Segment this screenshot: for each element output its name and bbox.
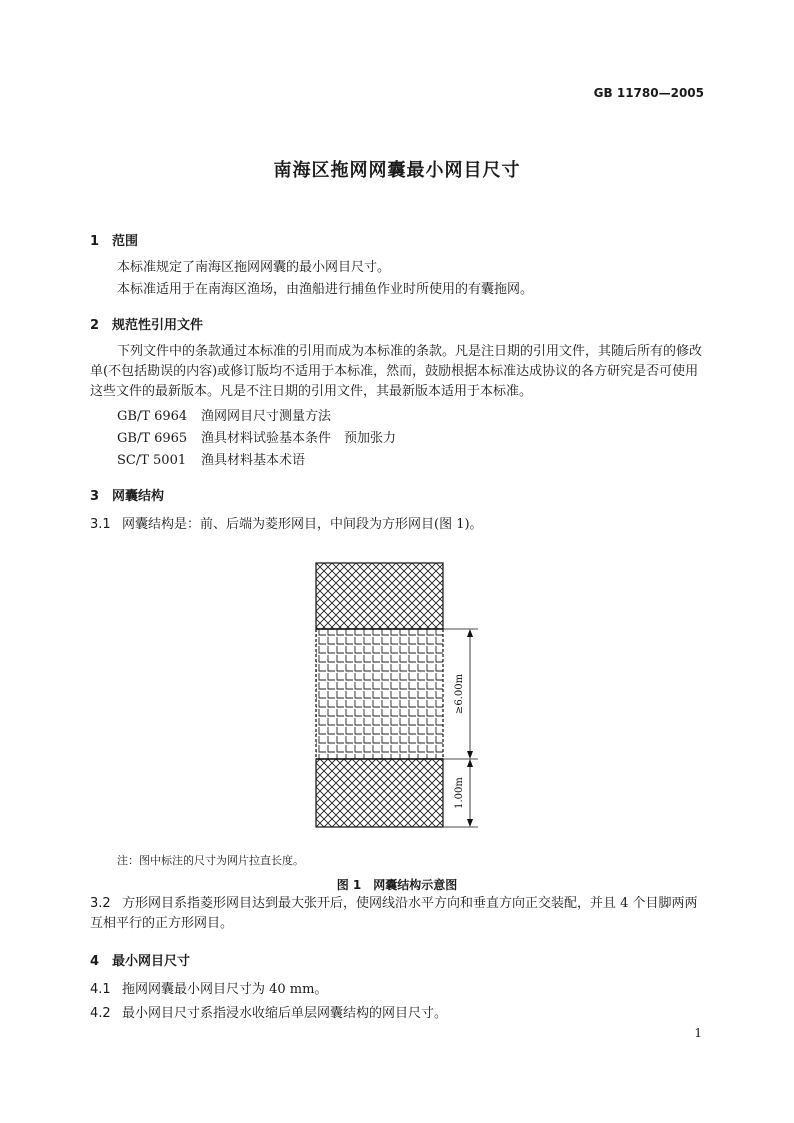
clause-3-2-number: 3.2 bbox=[90, 896, 111, 911]
figure-caption-number: 图 1 bbox=[336, 878, 362, 892]
clause-3-1-number: 3.1 bbox=[90, 517, 111, 532]
figure-note: 注：图中标注的尺寸为网片拉直长度。 bbox=[117, 854, 304, 867]
document-title: 南海区拖网网囊最小网目尺寸 bbox=[273, 160, 521, 181]
clause-3-1 bbox=[90, 513, 483, 532]
reference-item bbox=[117, 407, 331, 427]
section-4-number: 4 bbox=[90, 954, 100, 969]
section-3-number: 3 bbox=[90, 489, 100, 504]
clause-4-1-number: 4.1 bbox=[90, 982, 111, 997]
reference-title: 渔具材料基本术语 bbox=[201, 453, 306, 468]
standard-code: GB 11780—2005 bbox=[593, 86, 704, 100]
section-3-heading bbox=[90, 485, 164, 504]
figure-caption bbox=[0, 876, 794, 893]
section-1-heading bbox=[90, 230, 138, 249]
clause-4-2-number: 4.2 bbox=[90, 1006, 111, 1021]
section-2-number: 2 bbox=[90, 318, 100, 333]
section-2-intro: 下列文件中的条款通过本标准的引用而成为本标准的条款。凡是注日期的引用文件，其随后所有的修改单(不包括勘误的内容)或修订版均不适用于本标准，然而，鼓励根据本标准达成协议的各方研究是否可使用这些文件的最新版本。凡是不注日期的引用文件，其最新版本适用于本标准。 bbox=[90, 344, 703, 399]
section-3-title: 网囊结构 bbox=[112, 489, 165, 504]
dimension-square-label: ≥6.00m bbox=[454, 673, 465, 715]
clause-4-1 bbox=[90, 978, 327, 997]
clause-3-1-text: 网囊结构是：前、后端为菱形网目，中间段为方形网目(图 1)。 bbox=[122, 517, 483, 532]
dimension-square-section bbox=[443, 629, 478, 759]
clause-3-2 bbox=[90, 894, 705, 934]
dimension-diamond-section bbox=[443, 759, 478, 827]
reference-item bbox=[117, 451, 305, 471]
reference-item bbox=[117, 429, 396, 449]
rear-diamond-mesh-section bbox=[316, 759, 443, 827]
reference-code: SC/T 5001 bbox=[117, 453, 187, 468]
section-4-title: 最小网目尺寸 bbox=[112, 954, 191, 969]
clause-4-2 bbox=[90, 1002, 447, 1021]
clause-4-1-text: 拖网网囊最小网目尺寸为 40 mm。 bbox=[122, 982, 328, 997]
net-cod-end-diagram bbox=[300, 555, 500, 835]
section-2-title: 规范性引用文件 bbox=[112, 318, 204, 333]
reference-code: GB/T 6964 bbox=[117, 409, 188, 424]
square-mesh-section bbox=[316, 629, 443, 759]
dimension-diamond-label: 1.00m bbox=[454, 777, 465, 809]
section-1-paragraph-1: 本标准规定了南海区拖网网囊的最小网目尺寸。 bbox=[117, 260, 391, 275]
page-number: 1 bbox=[694, 1026, 702, 1040]
section-1-number: 1 bbox=[90, 234, 100, 249]
reference-title: 渔网网目尺寸测量方法 bbox=[201, 409, 332, 424]
reference-code: GB/T 6965 bbox=[117, 431, 188, 446]
section-4-heading bbox=[90, 950, 190, 969]
front-diamond-mesh-section bbox=[316, 563, 443, 629]
figure-caption-text: 网囊结构示意图 bbox=[373, 878, 458, 892]
clause-4-2-text: 最小网目尺寸系指浸水收缩后单层网囊结构的网目尺寸。 bbox=[122, 1006, 448, 1021]
section-1-title: 范围 bbox=[112, 234, 139, 249]
clause-3-2-text: 方形网目系指菱形网目达到最大张开后，使网线沿水平方向和垂直方向正交装配，并且 4 个目脚两两互相平行的正方形网目。 bbox=[90, 896, 698, 931]
section-1-paragraph-2: 本标准适用于在南海区渔场，由渔船进行捕鱼作业时所使用的有囊拖网。 bbox=[117, 282, 534, 297]
section-2-heading bbox=[90, 314, 203, 333]
reference-title: 渔具材料试验基本条件 预加张力 bbox=[201, 431, 397, 446]
